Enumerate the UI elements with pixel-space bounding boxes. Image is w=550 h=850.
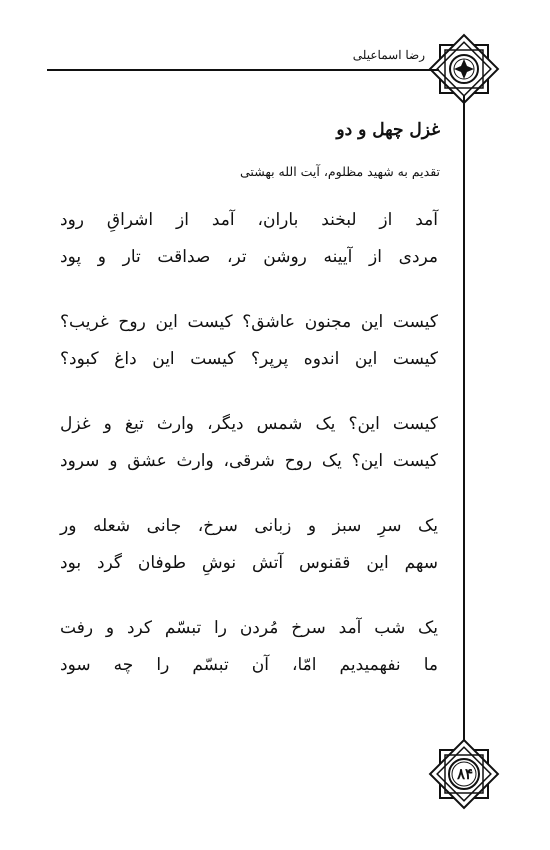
verse-line: یک سرِ سبز و زبانی سرخ، جانی شعله ور — [60, 516, 438, 536]
verse-line: یک شب آمد سرخ مُردن را تبسّم کرد و رفت — [60, 618, 438, 638]
stanza — [60, 610, 438, 684]
author-name: رضا اسماعیلی — [352, 48, 425, 62]
verse-line: کیست این اندوه پرپر؟ کیست این داغ کبود؟ — [60, 349, 438, 369]
poem-body — [60, 202, 438, 712]
margin-rule — [463, 96, 465, 740]
poem-dedication: تقدیم به شهید مظلوم، آیت الله بهشتی — [240, 164, 440, 179]
page-number: ۸۴ — [456, 765, 474, 783]
stanza — [60, 202, 438, 276]
stanza — [60, 406, 438, 480]
stanza — [60, 508, 438, 582]
verse-line: ما نفهمیدیم امّا، آن تبسّم را چه سود — [60, 655, 438, 675]
verse-line: کیست این؟ یک روح شرقی، وارث عشق و سرود — [60, 451, 438, 471]
verse-line: آمد از لبخند باران، آمد از اشراقِ رود — [60, 210, 438, 230]
verse-line: سهم این ققنوس آتش نوشِ طوفان گرد بود — [60, 553, 438, 573]
verse-line: کیست این مجنون عاشق؟ کیست این روح غریب؟ — [60, 312, 438, 332]
verse-line: مردی از آیینه روشن تر، صداقت تار و پود — [60, 247, 438, 267]
poem-title: غزل چهل و دو — [336, 120, 440, 140]
header-rule — [47, 69, 439, 71]
verse-line: کیست این؟ یک شمس دیگر، وارث تیغ و غزل — [60, 414, 438, 434]
stanza — [60, 304, 438, 378]
